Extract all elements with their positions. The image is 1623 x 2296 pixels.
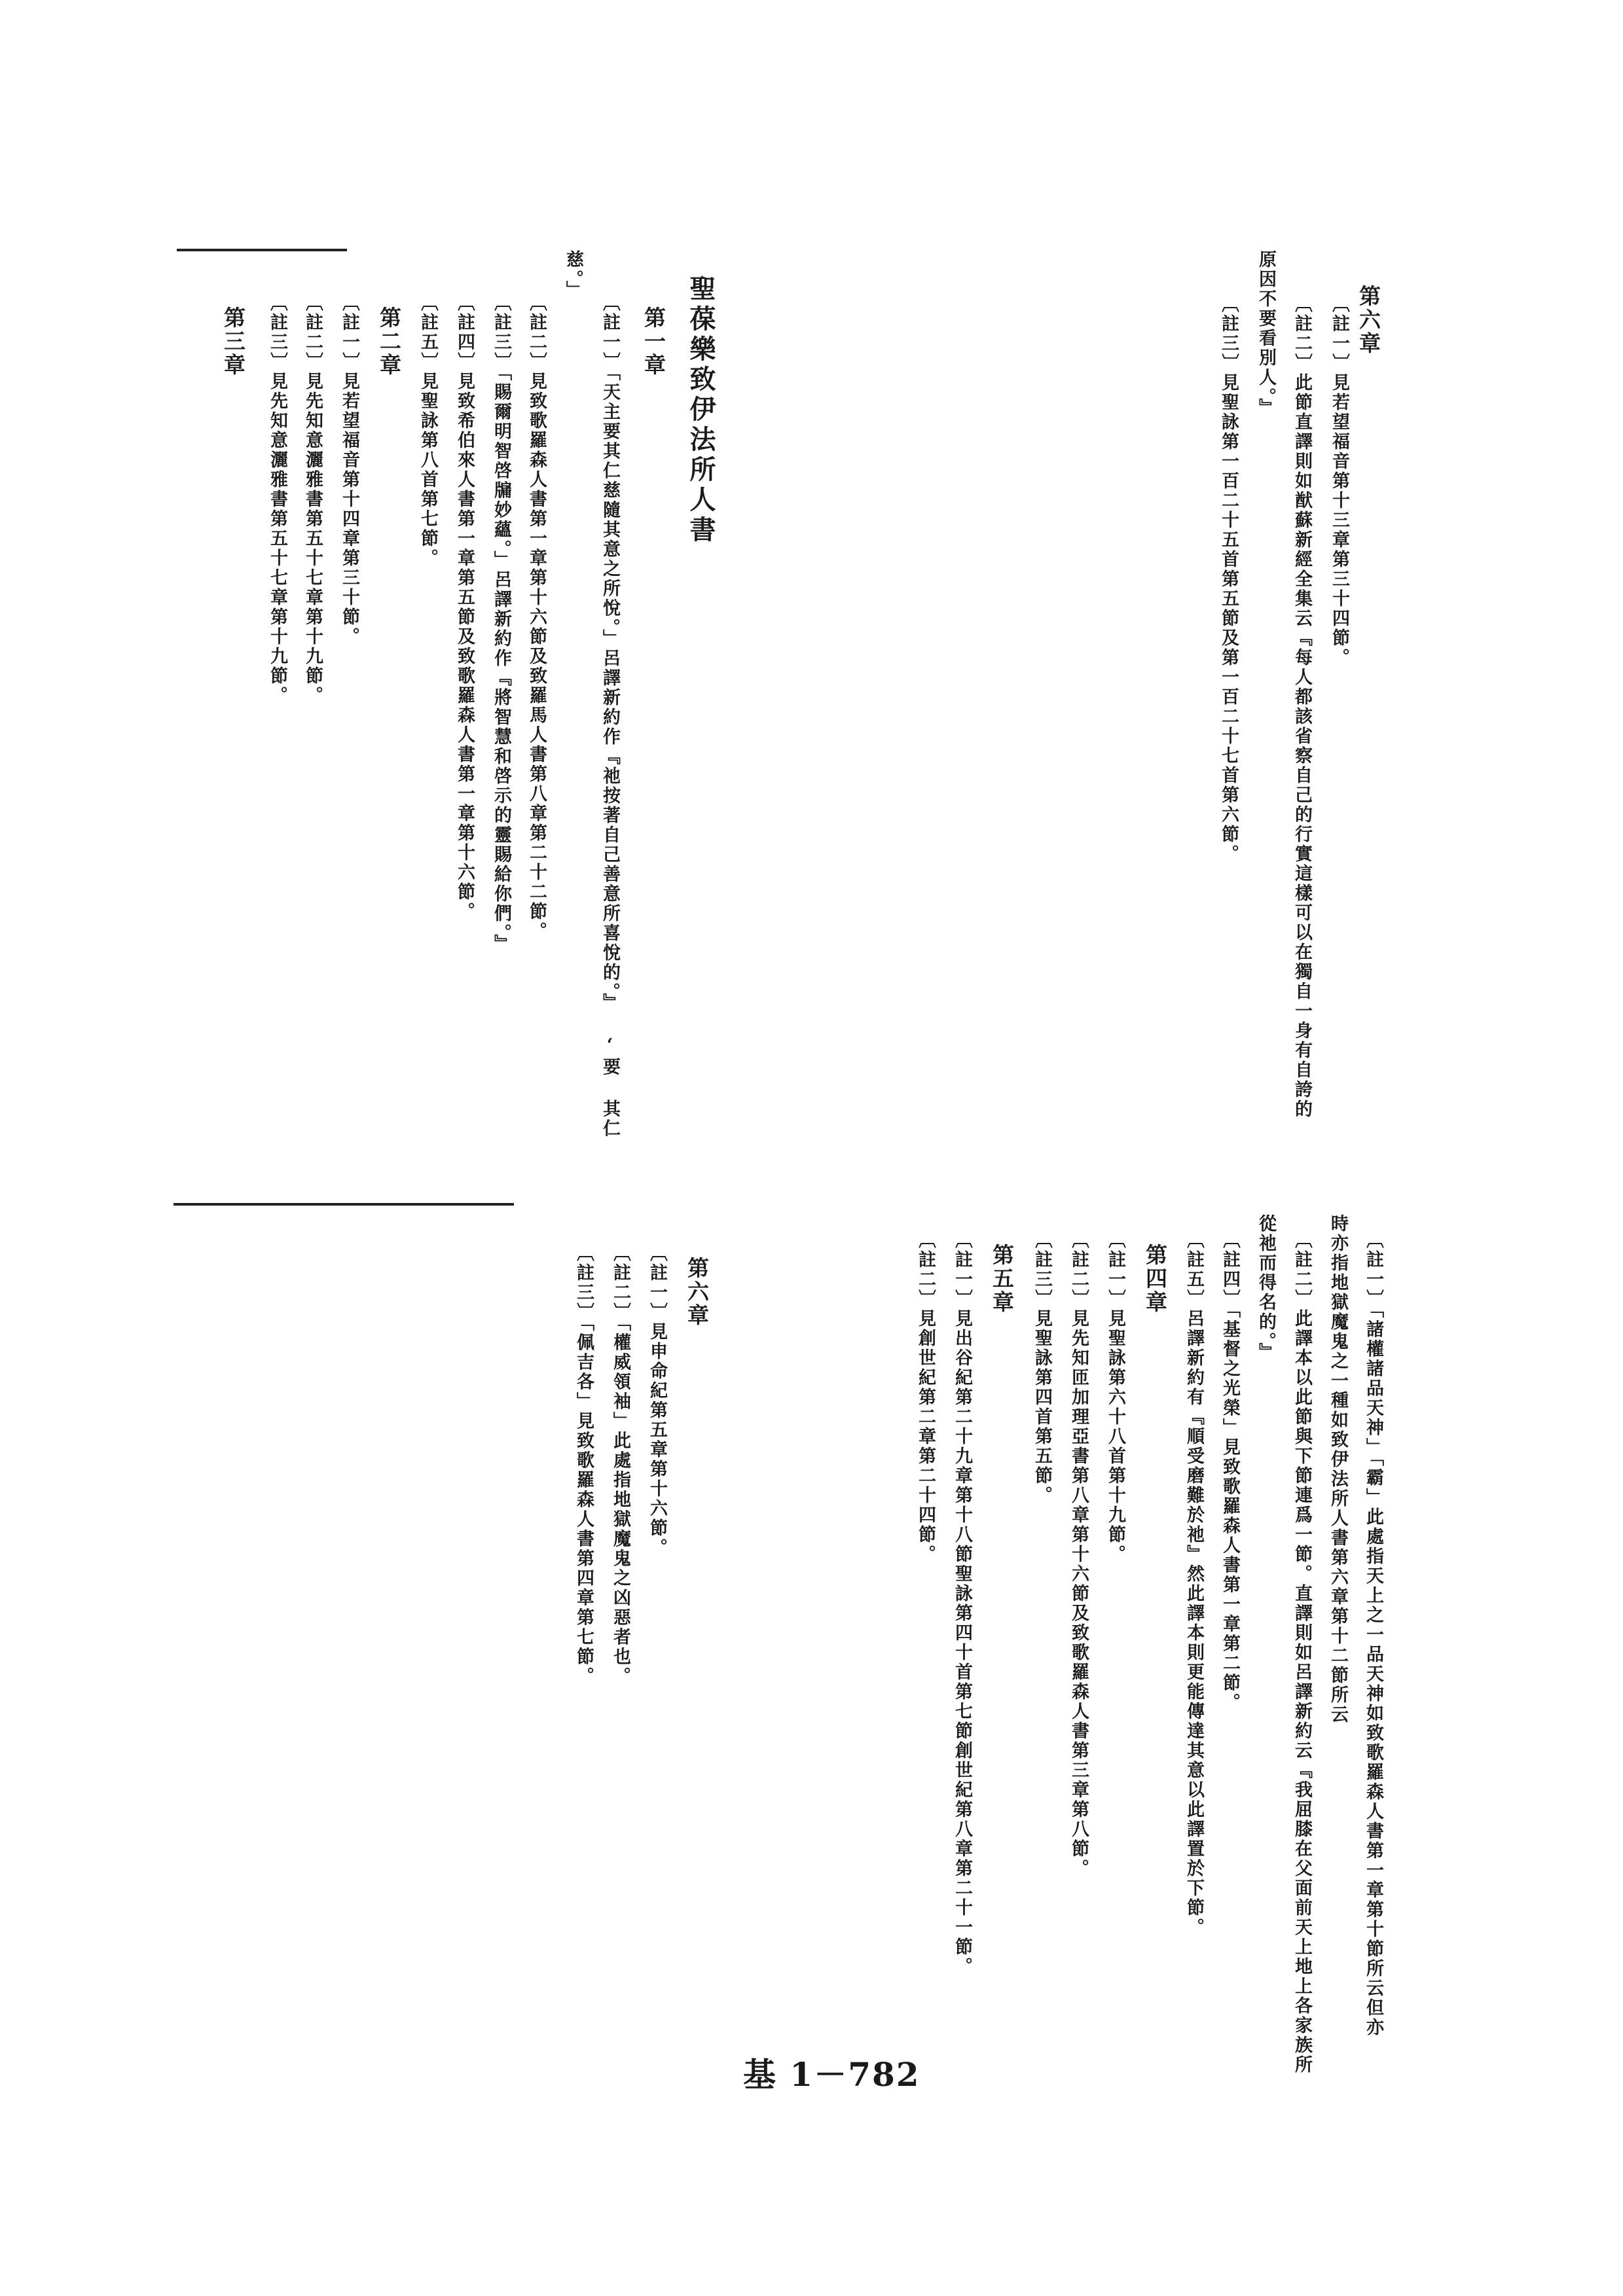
footnote-line: 〔註二〕此譯本以此節與下節連爲一節。直譯則如呂譯新約云『我屈膝在父面前天上地上各家族所 (1292, 1230, 1312, 2075)
chapter-heading: 第四章 (1142, 1244, 1168, 1314)
footnote-line: 〔註一〕「諸權諸品天神」「霸」此處指天上之一品天神如致歌羅森人書第一章第十節所云但亦 (1363, 1230, 1383, 2037)
footnote-line: 〔註一〕見若望福音第十四章第三十節。 (339, 293, 359, 647)
footnote-line: 〔註二〕「權威領袖」此處指地獄魔鬼之凶惡者也。 (610, 1244, 630, 1687)
footnote-line: 〔註一〕見若望福音第十三章第三十四節。 (1329, 295, 1349, 668)
footnote-line: 從祂而得名的。』 (1256, 1214, 1276, 1363)
footnote-line: 〔註一〕見出谷紀第二十九章第十八節聖詠第四十首第七節創世紀第八章第二十一節。 (952, 1230, 972, 1977)
footnote-line: 〔註四〕「基督之光榮」見致歌羅森人書第一章第二節。 (1220, 1230, 1240, 1713)
footnote-line: 〔註四〕見致希伯來人書第一章第五節及致歌羅森人書第一章第十六節。 (454, 293, 475, 922)
footnote-line: 慈。」 (563, 250, 583, 300)
footnote-line: 〔註二〕見創世紀第二章第二十四節。 (915, 1230, 936, 1564)
footnote-line: 〔註三〕見聖詠第一百二十五首第五節及第一百二十七首第六節。 (1218, 295, 1239, 864)
footnote-line: 〔註二〕見先知意灑雅書第五十七章第十九節。 (302, 293, 323, 706)
chapter-heading: 第三章 (221, 306, 246, 377)
chapter-heading: 第六章 (1356, 285, 1381, 355)
footnote-line: 〔註五〕呂譯新約有『順受磨難於祂』然此譯本則更能傳達其意以此譯置於下節。 (1184, 1230, 1204, 1937)
chapter-heading: 第六章 (684, 1257, 710, 1327)
footnote-line: 〔註二〕見致歌羅森人書第一章第十六節及致羅馬人書第八章第二十二節。 (526, 293, 547, 941)
section-rule-top (177, 249, 347, 251)
footnote-line: 〔註二〕此節直譯則如猷蘇新經全集云『每人都該省察自己的行實這樣可以在獨自一身有自誇的 (1292, 295, 1312, 1119)
footnote-line: 〔註一〕見聖詠第六十八首第十九節。 (1105, 1230, 1125, 1564)
footnote-line: 原因不要看別人。』 (1256, 250, 1276, 418)
footnote-line: 〔註三〕「賜爾明智啓牖妙蘊。」呂譯新約作『將智慧和啓示的靈賜給你們。』 (491, 293, 511, 954)
chapter-heading: 第五章 (989, 1244, 1015, 1314)
chapter-heading: 第一章 (641, 306, 666, 377)
chapter-heading: 第二章 (376, 306, 402, 377)
page-number: 基 1－782 (743, 2055, 921, 2094)
footnote-line: 〔註三〕「佩吉各」見致歌羅森人書第四章第七節。 (574, 1244, 594, 1687)
footnote-line: 時亦指地獄魔鬼之一種如致伊法所人書第六章第十二節所云 (1328, 1214, 1348, 1725)
book-title: 聖葆樂致伊法所人書 (685, 275, 716, 546)
footnote-line: 〔註二〕見先知匝加理亞書第八章第十六節及致歌羅森人書第三章第八節。 (1068, 1230, 1089, 1878)
footnote-line: 〔註五〕見聖詠第八首第七節。 (418, 293, 438, 568)
footnote-line: 〔註三〕見聖詠第四首第五節。 (1032, 1230, 1052, 1505)
footnote-line: 〔註三〕見先知意灑雅書第五十七章第十九節。 (267, 293, 287, 706)
footnote-line: 〔註一〕「天主要其仁慈隨其意之所悅。」呂譯新約作『祂按著自己善意所喜悅的。』 ‘要 其仁 (600, 293, 620, 1139)
section-rule-middle (173, 1203, 514, 1206)
footnote-line: 〔註一〕見申命紀第五章第十六節。 (647, 1244, 667, 1558)
